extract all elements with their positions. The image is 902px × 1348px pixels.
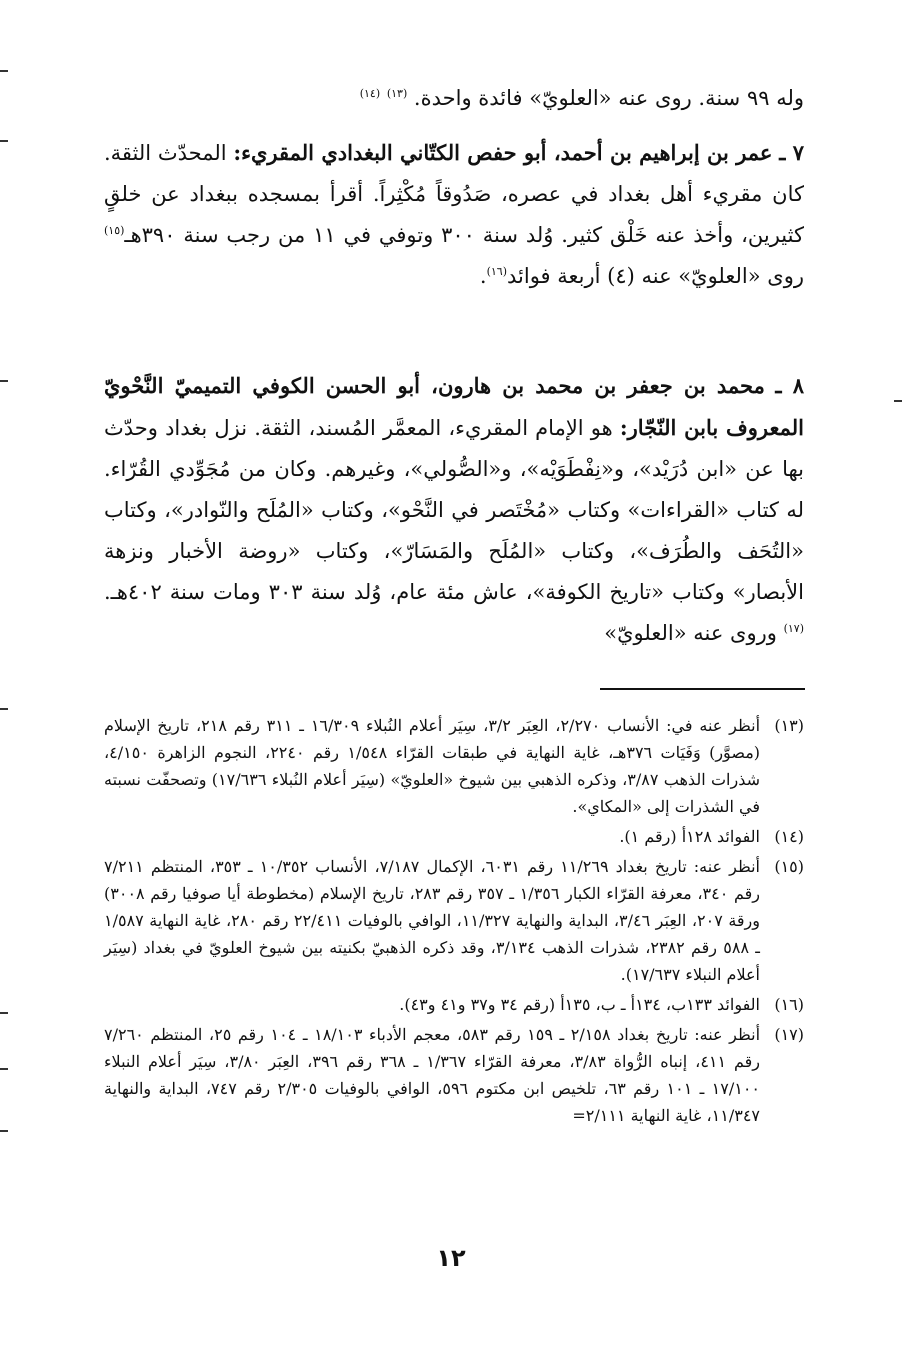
entry-text: هو الإمام المقريء، المعمَّر المُسند، الثقة. نزل بغداد وحدّث بها عن «ابن دُرَيْد»، و«نِفْطَوَيْه»، و«الصُّولي»، وغيرهم. وكان من مُجَوِّدي القُرّاء. له كتاب «القراءات» وكتاب «مُخْتَصر في النَّحْو»، وكتاب «المُلَح والنّوادر»، وكتاب «التُحَف والطُرَف»، وكتاب «المُلَح والمَسَارّ»، وكتاب «روضة الأخبار ونزهة الأبصار» وكتاب «تاريخ الكوفة»، عاش مئة عام، وُلد سنة ٣٠٣ ومات سنة ٤٠٢هـ. <box>104 416 804 604</box>
footnote-number: (١٧) <box>774 1025 804 1044</box>
scan-margin-mark <box>0 70 8 72</box>
entry-7 <box>104 132 804 297</box>
entry-text: المحدّث الثقة. كان مقريء أهل بغداد في عصره، صَدُوقاً مُكْثِراً. أقرأ بمسجده ببغداد عن خلقٍ كثيرين، وأخذ عنه خَلْق كثير. وُلد سنة ٣٠٠ وتوفي في ١١ من رجب سنة ٣٩٠هـ <box>104 141 804 247</box>
entry-8 <box>104 365 804 654</box>
footnote-separator <box>600 688 805 690</box>
entry-text-continued: وروى عنه «العلويّ» <box>604 621 784 645</box>
footnote-ref-15[interactable]: (١٥) <box>104 224 125 237</box>
scan-margin-mark <box>0 1130 8 1132</box>
footnote-17 <box>104 1021 804 1129</box>
intro-text: وله ٩٩ سنة. روى عنه «العلويّ» فائدة واحدة. <box>413 86 804 110</box>
footnote-15 <box>104 853 804 988</box>
scan-margin-mark <box>0 708 8 710</box>
scan-margin-mark <box>0 1068 8 1070</box>
scan-margin-mark <box>0 140 8 142</box>
footnote-13 <box>104 712 804 820</box>
footnote-14 <box>104 823 804 850</box>
entry-number: ٧ ـ <box>779 140 804 165</box>
footnote-number: (١٦) <box>774 995 804 1014</box>
footnote-text: أنظر عنه: تاريخ بغداد ١١/٢٦٩ رقم ٦٠٣١، الإكمال ٧/١٨٧، الأنساب ١٠/٣٥٢ ـ ٣٥٣، المنتظم ٧/٢١١ رقم ٣٤٠، معرفة القرّاء الكبار ١/٣٥٦ ـ ٣٥٧ رقم ٢٨٣، تاريخ الإسلام (مخطوطة أيا صوفيا رقم ٣٠٠٨) ورقة ٢٠٧، العِبَر ٣/٤٦، البداية والنهاية ١١/٣٢٧، الوافي بالوفيات ٢٢/٤١١ رقم ٢٨٠، غاية النهاية ١/٥٨٧ ـ ٥٨٨ رقم ٢٣٨٢، شذرات الذهب ٣/١٣٤، وقد ذكره الذهبيّ بكنيته بين شيوخ العلويّ في بغداد (سِيَر أعلام النبلاء ١٧/٦٣٧). <box>104 857 761 984</box>
footnote-text: أنظر عنه في: الأنساب ٢/٢٧٠، العِبَر ٣/٢، سِيَر أعلام النُبلاء ١٦/٣٠٩ ـ ٣١١ رقم ٢١٨، تاريخ الإسلام (مصوَّر) وَفَيَات ٣٧٦هـ، غاية النهاية في طبقات القرّاء ١/٥٤٨ رقم ٢٢٤٠، النجوم الزاهرة ٤/١٥٠، شذرات الذهب ٣/٨٧، وذكره الذهبي بين شيوخ «العلويّ» (سِيَر أعلام النُبلاء ١٧/٦٣٦) وتصحفّت نسبته في الشذرات إلى «المكاي». <box>104 716 761 816</box>
entry-number: ٨ ـ <box>775 373 804 398</box>
scan-margin-mark <box>894 400 902 402</box>
entry-name: محمد بن جعفر بن محمد بن هارون، أبو الحسن الكوفي التميميّ النَّحْويّ المعروف بابن النّجّار: <box>104 373 804 440</box>
footnote-text: الفوائد ١٢٨أ (رقم ١). <box>619 827 760 846</box>
footnote-number: (١٣) <box>774 716 804 735</box>
footnote-ref-14[interactable]: (١٤) <box>359 87 381 100</box>
scan-margin-mark <box>0 380 8 382</box>
footnote-number: (١٤) <box>774 827 804 846</box>
entry-end: . <box>479 264 487 288</box>
footnote-text: أنظر عنه: تاريخ بغداد ٢/١٥٨ ـ ١٥٩ رقم ٥٨٣، معجم الأدباء ١٨/١٠٣ ـ ١٠٤ رقم ٢٥، المنتظم ٧/٢٦٠ رقم ٤١١، إنباه الرُّواة ٣/٨٣، معرفة القرّاء ١/٣٦٧ ـ ٣٦٨ رقم ٣٩٦، العِبَر ٣/٨٠، سِيَر أعلام النبلاء ١٧/١٠٠ ـ ١٠١ رقم ٦٣، تلخيص ابن مكتوم ٥٩٦، الوافي بالوفيات ٢/٣٠٥ رقم ٧٤٧، البداية والنهاية ١١/٣٤٧، غاية النهاية ٢/١١١= <box>104 1025 761 1125</box>
entry-name: عمر بن إبراهيم بن أحمد، أبو حفص الكتّاني البغدادي المقريء: <box>233 140 773 165</box>
intro-paragraph <box>104 78 804 118</box>
entry-text-continued: روى «العلويّ» عنه (٤) أربعة فوائد <box>507 264 804 288</box>
footnote-number: (١٥) <box>774 857 804 876</box>
footnote-16 <box>104 991 804 1018</box>
footnote-ref-13[interactable]: (١٣) <box>386 87 408 100</box>
footnotes <box>104 712 804 1132</box>
page-number: ١٢ <box>436 1244 466 1272</box>
scan-margin-mark <box>0 1012 8 1014</box>
footnote-text: الفوائد ١٣٣ب، ١٣٤أ ـ ب، ١٣٥أ (رقم ٣٤ و٣٧ و٤١ و٤٣). <box>399 995 760 1014</box>
footnote-ref-16[interactable]: (١٦) <box>486 265 507 278</box>
footnote-ref-17[interactable]: (١٧) <box>783 622 804 635</box>
